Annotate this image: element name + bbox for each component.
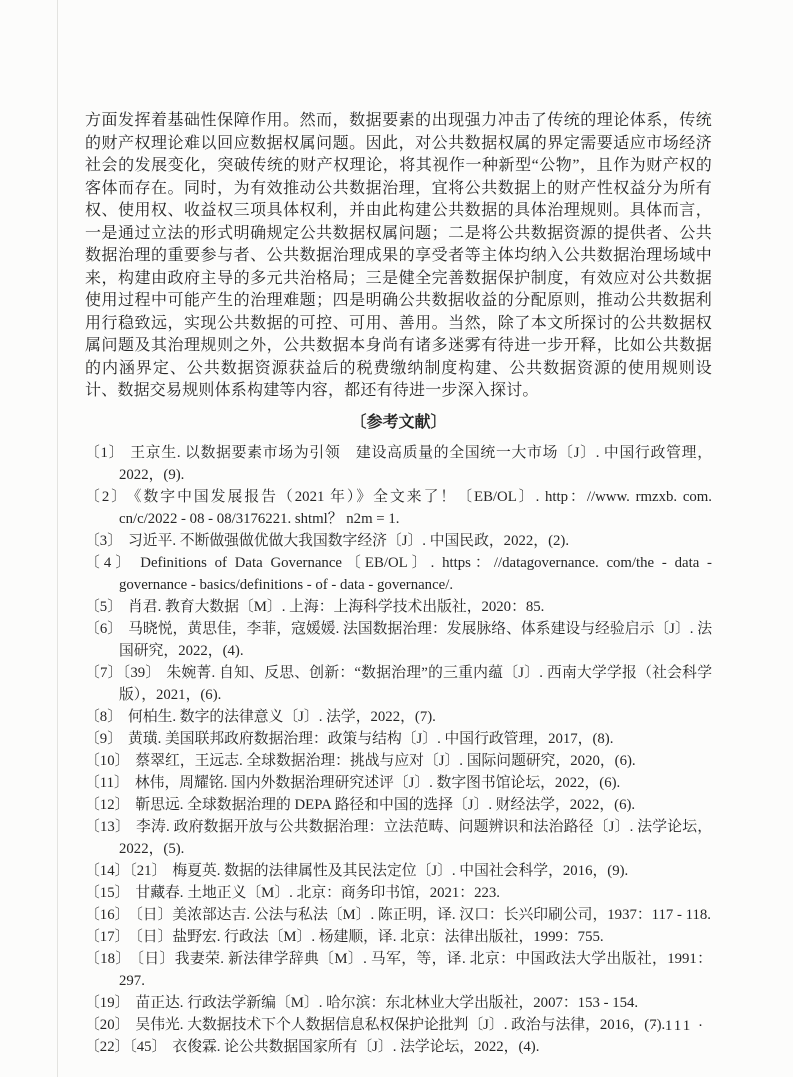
reference-text: 黄璜. 美国联邦政府数据治理：政策与结构〔J〕. 中国行政管理，2017，(8).	[128, 730, 614, 747]
reference-text: 李涛. 政府数据开放与公共数据治理：立法范畴、问题辨识和法治路径〔J〕. 法学论坛，2022，(5).	[119, 818, 712, 857]
reference-item	[85, 750, 712, 772]
reference-number: 〔2〕	[85, 488, 129, 505]
scan-edge-line	[57, 0, 58, 1077]
reference-text: 甘藏春. 土地正义〔M〕. 北京：商务印书馆，2021：223.	[135, 884, 500, 901]
reference-number: 〔6〕	[85, 620, 123, 637]
reference-number: 〔1〕	[85, 444, 125, 461]
reference-item	[85, 992, 712, 1014]
reference-number: 〔3〕	[85, 532, 122, 549]
reference-number: 〔10〕	[85, 752, 130, 769]
reference-number: 〔15〕	[85, 884, 130, 901]
reference-text: 林伟，周耀铭. 国内外数据治理研究述评〔J〕. 数字图书馆论坛，2022，(6).	[134, 774, 621, 791]
reference-item	[85, 442, 712, 486]
reference-text: 〔日〕美浓部达吉. 公法与私法〔M〕. 陈正明，译. 汉口：长兴印刷公司，1937：117 - 118.	[135, 906, 711, 923]
reference-text: 《数字中国发展报告（2021 年）》全文来了！〔EB/OL〕. http：//www. rmzxb. com. cn/c/2022 - 08 - 08/3176221. shtml？ n2m = 1.	[119, 488, 712, 527]
reference-text: 马晓悦，黄思佳，李菲，寇媛媛. 法国数据治理：发展脉络、体系建设与经验启示〔J〕. 法国研究，2022，(4).	[119, 620, 712, 659]
reference-number: 〔8〕	[85, 708, 122, 725]
reference-text: 靳思远. 全球数据治理的 DEPA 路径和中国的选择〔J〕. 财经法学，2022，(6).	[135, 796, 636, 813]
reference-item	[85, 618, 712, 662]
page-content	[85, 110, 712, 1058]
page-number: · 111 ·	[652, 1018, 705, 1034]
reference-item	[85, 948, 712, 992]
reference-number: 〔9〕	[85, 730, 122, 747]
reference-number: 〔17〕	[85, 928, 130, 945]
reference-text: 王京生. 以数据要素市场为引领 建设高质量的全国统一大市场〔J〕. 中国行政管理，2022，(9).	[119, 444, 712, 483]
reference-item	[85, 552, 712, 596]
reference-item	[85, 794, 712, 816]
reference-item	[85, 1014, 712, 1036]
reference-item	[85, 860, 712, 882]
reference-number: 〔19〕	[85, 994, 130, 1011]
reference-number: 〔5〕	[85, 598, 122, 615]
reference-item	[85, 904, 712, 926]
reference-item	[85, 816, 712, 860]
reference-text: Definitions of Data Governance〔EB/OL〕. https：//datagovernance. com/the - data - governance - basics/definitions - of - data - governance/.	[119, 554, 712, 593]
reference-text: 梅夏英. 数据的法律属性及其民法定位〔J〕. 中国社会科学，2016，(9).	[172, 862, 629, 879]
reference-item	[85, 662, 712, 706]
references-list	[85, 442, 712, 1058]
reference-text: 肖君. 教育大数据〔M〕. 上海：上海科学技术出版社，2020：85.	[128, 598, 545, 615]
reference-text: 习近平. 不断做强做优做大我国数字经济〔J〕. 中国民政，2022，(2).	[128, 532, 570, 549]
reference-text: 蔡翠红，王远志. 全球数据治理：挑战与应对〔J〕. 国际问题研究，2020，(6).	[135, 752, 636, 769]
reference-item	[85, 486, 712, 530]
reference-item	[85, 1036, 712, 1058]
reference-number: 〔22〕〔45〕	[85, 1038, 167, 1055]
reference-number: 〔12〕	[85, 796, 130, 813]
reference-number: 〔18〕	[85, 950, 131, 967]
reference-text: 朱婉菁. 自知、反思、创新：“数据治理”的三重内蕴〔J〕. 西南大学学报（社会科学版），2021，(6).	[119, 664, 713, 703]
reference-number: 〔13〕	[85, 818, 131, 835]
reference-item	[85, 530, 712, 552]
reference-item	[85, 706, 712, 728]
reference-item	[85, 596, 712, 618]
reference-item	[85, 926, 712, 948]
reference-number: 〔7〕〔39〕	[85, 664, 161, 681]
reference-item	[85, 728, 712, 750]
reference-number: 〔16〕	[85, 906, 130, 923]
reference-text: 苗正达. 行政法学新编〔M〕. 哈尔滨：东北林业大学出版社，2007：153 - 154.	[135, 994, 639, 1011]
references-heading: 〔参考文献〕	[350, 413, 447, 431]
reference-number: 〔20〕	[85, 1016, 130, 1033]
reference-item	[85, 772, 712, 794]
reference-text: 衣俊霖. 论公共数据国家所有〔J〕. 法学论坛，2022，(4).	[172, 1038, 540, 1055]
reference-text: 何柏生. 数字的法律意义〔J〕. 法学，2022，(7).	[128, 708, 436, 725]
body-paragraph: 方面发挥着基础性保障作用。然而，数据要素的出现强力冲击了传统的理论体系，传统的财产权理论难以回应数据权属问题。因此，对公共数据权属的界定需要适应市场经济社会的发展变化，突破传统的财产权理论，将其视作一种新型“公物”，且作为财产权的客体而存在。同时，为有效推动公共数据治理，宜将公共数据上的财产性权益分为所有权、使用权、收益权三项具体权利，并由此构建公共数据的具体治理规则。具体而言，一是通过立法的形式明确规定公共数据权属问题；二是将公共数据资源的提供者、公共数据治理的重要参与者、公共数据治理成果的享受者等主体均纳入公共数据治理场域中来，构建由政府主导的多元共治格局；三是健全完善数据保护制度，有效应对公共数据使用过程中可能产生的治理难题；四是明确公共数据收益的分配原则，推动公共数据利用行稳致远，实现公共数据的可控、可用、善用。当然，除了本文所探讨的公共数据权属问题及其治理规则之外，公共数据本身尚有诸多迷雾有待进一步开释，比如公共数据的内涵界定、公共数据资源获益后的税费缴纳制度构建、公共数据资源的使用规则设计、数据交易规则体系构建等内容，都还有待进一步深入探讨。	[85, 112, 712, 399]
reference-number: 〔11〕	[85, 774, 129, 791]
reference-text: 〔日〕盐野宏. 行政法〔M〕. 杨建顺，译. 北京：法律出版社，1999：755.	[135, 928, 604, 945]
reference-item	[85, 882, 712, 904]
reference-number: 〔4〕	[85, 554, 135, 571]
reference-number: 〔14〕〔21〕	[85, 862, 167, 879]
reference-text: 〔日〕我妻荣. 新法律学辞典〔M〕. 马军，等，译. 北京：中国政法大学出版社，1991：297.	[119, 950, 712, 989]
reference-text: 吴伟光. 大数据技术下个人数据信息私权保护论批判〔J〕. 政治与法律，2016，(7).	[135, 1016, 666, 1033]
